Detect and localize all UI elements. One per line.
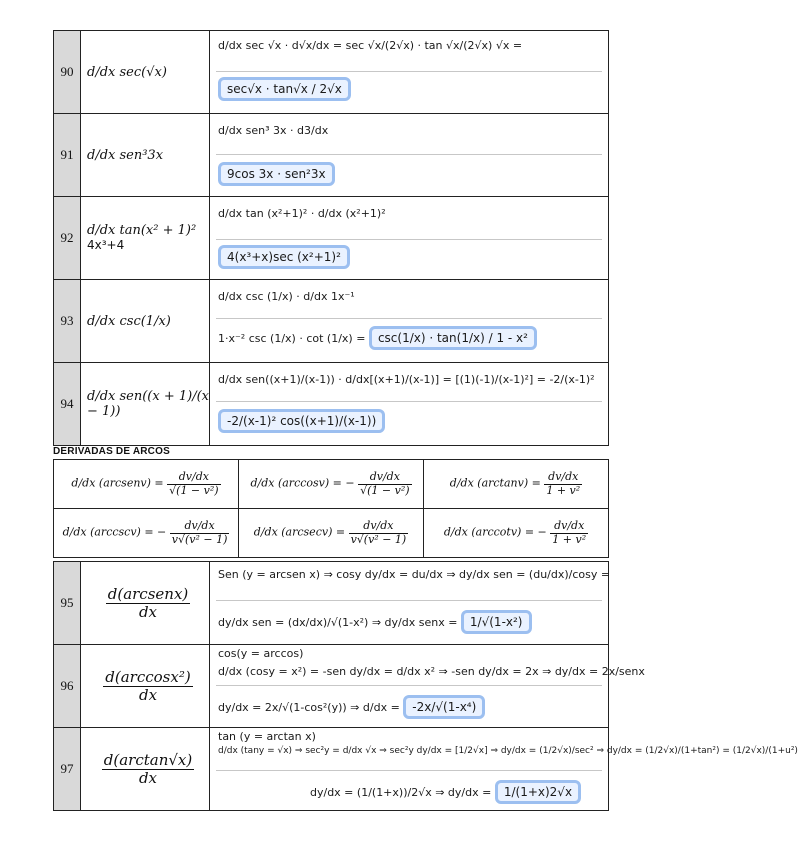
highlighted-answer: csc(1/x) · tan(1/x) / 1 - x² <box>369 326 537 350</box>
formula-lhs: d/dx (arccosv) = − <box>250 477 355 490</box>
highlighted-answer: -2/(x-1)² cos((x+1)/(x-1)) <box>218 409 385 433</box>
row-number: 92 <box>54 197 81 280</box>
denominator: dx <box>138 685 158 704</box>
formula-lhs: d/dx (arcsenv) = <box>71 477 164 490</box>
work-line: Sen (y = arcsen x) ⇒ cosy dy/dx = du/dx ⇒ dy/dx sen = (du/dx)/cosy = <box>218 568 611 581</box>
denominator: √(1 − v²) <box>169 483 219 497</box>
work-line: d/dx sec √x · d√x/dx = sec √x/(2√x) · tan √x/(2√x) √x = <box>218 39 523 52</box>
ruled-line <box>216 318 602 319</box>
denominator: 1 + v² <box>552 532 587 546</box>
row-number: 91 <box>54 114 81 197</box>
ruled-line <box>216 770 602 771</box>
work-cell <box>210 562 609 645</box>
highlighted-answer: 1/(1+x)2√x <box>495 780 581 804</box>
formula-fraction <box>170 520 230 545</box>
formula-arcsen <box>54 460 239 509</box>
table-row <box>54 562 609 645</box>
formula-lhs: d/dx (arccscv) = − <box>62 526 167 539</box>
problem-expression-text: d/dx tan(x² + 1)² <box>87 223 197 238</box>
highlighted-answer: 1/√(1-x²) <box>461 610 532 634</box>
formula-fraction <box>167 471 220 496</box>
formula-fraction <box>358 471 411 496</box>
formula-lhs: d/dx (arctanv) = <box>449 477 541 490</box>
problem-expression: d/dx csc(1/x) <box>81 280 210 363</box>
work-cell <box>210 31 609 114</box>
table-row <box>54 363 609 446</box>
numerator: dv/dx <box>349 520 409 533</box>
row-number: 97 <box>54 728 81 811</box>
work-line: d/dx sen((x+1)/(x-1)) · d/dx[(x+1)/(x-1)] = [(1)(-1)/(x-1)²] = -2/(x-1)² <box>218 373 595 386</box>
problem-expression: d/dx sec(√x) <box>81 31 210 114</box>
answer-line <box>218 77 600 101</box>
derivatives-table-1 <box>53 30 609 446</box>
table-row <box>54 645 609 728</box>
work-cell <box>210 114 609 197</box>
work-cell <box>210 280 609 363</box>
row-number: 95 <box>54 562 81 645</box>
problem-fraction <box>103 669 192 703</box>
formula-fraction <box>550 520 588 545</box>
denominator: dx <box>138 768 158 787</box>
row-number: 90 <box>54 31 81 114</box>
ruled-line <box>216 685 602 686</box>
denominator: dx <box>138 602 158 621</box>
table-row <box>54 114 609 197</box>
highlighted-answer: 9cos 3x · sen²3x <box>218 162 335 186</box>
problem-fraction <box>106 586 191 620</box>
numerator: dv/dx <box>170 520 230 533</box>
work-line-text: 1·x⁻² csc (1/x) · cot (1/x) = <box>218 332 366 345</box>
work-line <box>218 326 600 350</box>
formula-fraction <box>349 520 409 545</box>
work-line-text: dy/dx = 2x/√(1-cos²(y)) ⇒ d/dx = <box>218 701 400 714</box>
problem-expression <box>81 645 210 728</box>
work-line: d/dx tan (x²+1)² · d/dx (x²+1)² <box>218 207 386 220</box>
ruled-line <box>216 71 602 72</box>
work-cell <box>210 645 645 728</box>
work-line-text: dy/dx = (1/(1+x))/2√x ⇒ dy/dx = <box>310 786 492 799</box>
work-cell <box>210 197 609 280</box>
work-line <box>310 780 600 804</box>
denominator: 1 + v² <box>546 483 581 497</box>
problem-expression <box>81 728 210 811</box>
numerator: d(arcsenx) <box>107 585 189 603</box>
problem-expression: d/dx sen³3x <box>81 114 210 197</box>
work-cell <box>210 728 798 811</box>
ruled-line <box>216 401 602 402</box>
work-line <box>218 695 600 719</box>
ruled-line <box>216 154 602 155</box>
formula-arccot <box>424 509 609 558</box>
formula-lhs: d/dx (arccotv) = − <box>443 526 547 539</box>
table-row <box>54 280 609 363</box>
highlighted-answer: -2x/√(1-x⁴) <box>403 695 485 719</box>
table-row <box>54 728 609 811</box>
formula-arctan <box>424 460 609 509</box>
problem-expression: d/dx sen((x + 1)/(x − 1)) <box>81 363 210 446</box>
work-line: cos(y = arccos) <box>218 647 304 660</box>
handwritten-note: 4x³+4 <box>87 238 125 252</box>
formula-lhs: d/dx (arcsecv) = <box>253 526 346 539</box>
answer-line <box>218 162 600 186</box>
problem-expression <box>81 562 210 645</box>
answer-line <box>218 245 600 269</box>
denominator: v√(v² − 1) <box>171 532 228 546</box>
highlighted-answer: 4(x³+x)sec (x²+1)² <box>218 245 350 269</box>
numerator: dv/dx <box>167 471 220 484</box>
answer-line <box>218 409 600 433</box>
table-row <box>54 31 609 114</box>
formula-arccsc <box>54 509 239 558</box>
denominator: v√(v² − 1) <box>350 532 407 546</box>
derivatives-table-2 <box>53 561 798 811</box>
highlighted-answer: sec√x · tan√x / 2√x <box>218 77 351 101</box>
work-line: d/dx (tany = √x) ⇒ sec²y = d/dx √x ⇒ sec²y dy/dx = [1/2√x] ⇒ dy/dx = (1/2√x)/sec² ⇒ dy/dx = (1/2√x)/(1+tan²) = (1/2√x)/(1+u²) <box>218 746 798 756</box>
row-number: 94 <box>54 363 81 446</box>
numerator: d(arccosx²) <box>105 668 191 686</box>
formula-row <box>54 509 609 558</box>
formula-arccos <box>239 460 424 509</box>
work-line: tan (y = arctan x) <box>218 730 316 743</box>
section-title: DERIVADAS DE ARCOS <box>53 446 170 457</box>
work-line <box>218 610 600 634</box>
formula-fraction <box>544 471 582 496</box>
formula-arcsec <box>239 509 424 558</box>
numerator: dv/dx <box>544 471 582 484</box>
numerator: dv/dx <box>550 520 588 533</box>
denominator: √(1 − v²) <box>360 483 410 497</box>
arc-derivatives-formula-table <box>53 459 609 558</box>
problem-fraction <box>102 752 194 786</box>
table-row <box>54 197 609 280</box>
formula-row <box>54 460 609 509</box>
work-line: d/dx sen³ 3x · d3/dx <box>218 124 329 137</box>
work-line-text: dy/dx sen = (dx/dx)/√(1-x²) ⇒ dy/dx senx = <box>218 616 458 629</box>
work-line: d/dx csc (1/x) · d/dx 1x⁻¹ <box>218 290 355 303</box>
work-line: d/dx (cosy = x²) = -sen dy/dx = d/dx x² ⇒ -sen dy/dx = 2x ⇒ dy/dx = 2x/senx <box>218 665 645 678</box>
numerator: d(arctan√x) <box>103 751 193 769</box>
row-number: 96 <box>54 645 81 728</box>
ruled-line <box>216 239 602 240</box>
numerator: dv/dx <box>358 471 411 484</box>
problem-expression <box>81 197 210 280</box>
row-number: 93 <box>54 280 81 363</box>
ruled-line <box>216 600 602 601</box>
work-cell <box>210 363 609 446</box>
